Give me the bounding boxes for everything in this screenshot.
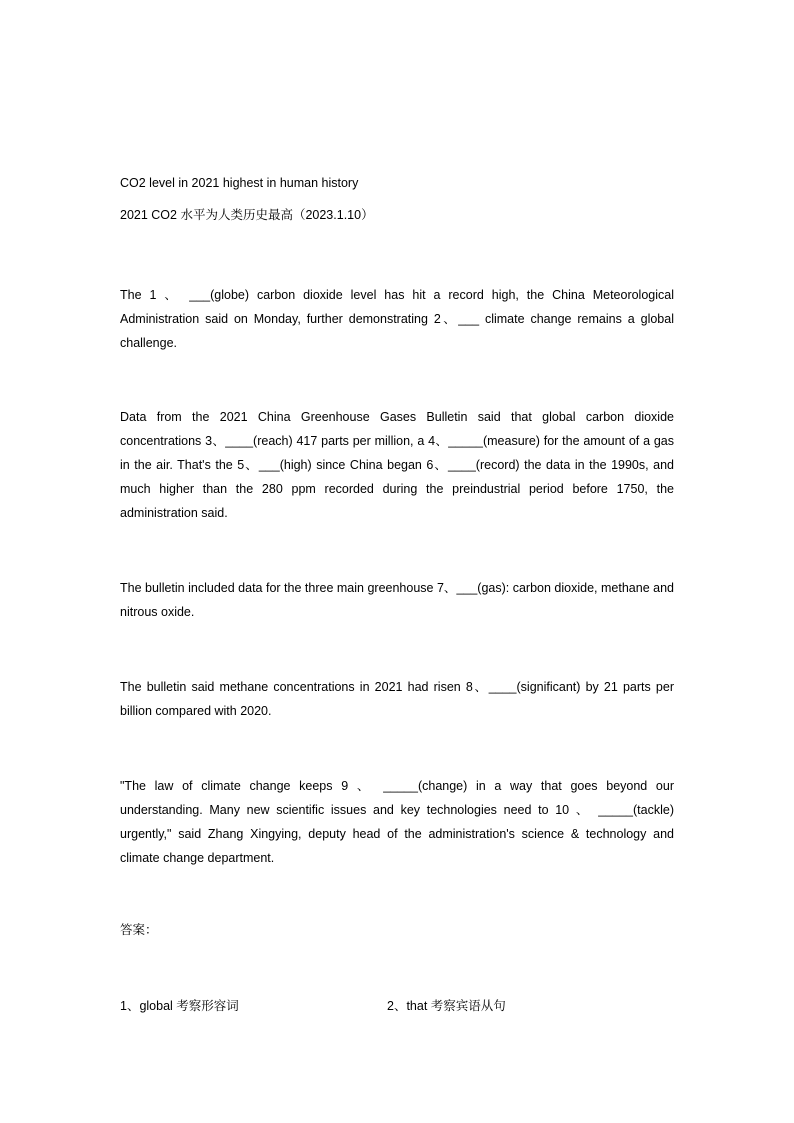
paragraph-5: "The law of climate change keeps 9 、 _____(change) in a way that goes beyond our understanding. Many new scientific issues and key technologies need to 10 、 _____(tackle) urgently," said Zhang Xingying, deputy head of the administration's science & technology and climate change department. xyxy=(120,779,674,865)
paragraph-4: The bulletin said methane concentrations in 2021 had risen 8、____(significant) by 21 parts per billion compared with 2020. xyxy=(120,680,674,718)
answer-item-1: 1、global 考察形容词 xyxy=(120,999,239,1013)
title-english: CO2 level in 2021 highest in human history xyxy=(120,176,359,190)
paragraph-3: The bulletin included data for the three main greenhouse 7、___(gas): carbon dioxide, methane and nitrous oxide. xyxy=(120,581,674,619)
paragraph-1: The 1 、 ___(globe) carbon dioxide level has hit a record high, the China Meteorological Administration said on Monday, further demonstrating 2、___ climate change remains a global challenge. xyxy=(120,288,674,350)
title-chinese: 2021 CO2 水平为人类历史最高（2023.1.10） xyxy=(120,208,374,222)
answer-item-2: 2、that 考察宾语从句 xyxy=(387,999,506,1013)
paragraph-2: Data from the 2021 China Greenhouse Gases Bulletin said that global carbon dioxide concentrations 3、____(reach) 417 parts per million, a 4、_____(measure) for the amount of a gas in the air. That's the 5、___(high) since China began 6、____(record) the data in the 1990s, and much higher than the 280 ppm recorded during the preindustrial period before 1750, the administration said. xyxy=(120,410,674,520)
answers-label: 答案： xyxy=(120,923,158,937)
answers-row xyxy=(120,997,674,1015)
document-content xyxy=(120,174,674,1015)
